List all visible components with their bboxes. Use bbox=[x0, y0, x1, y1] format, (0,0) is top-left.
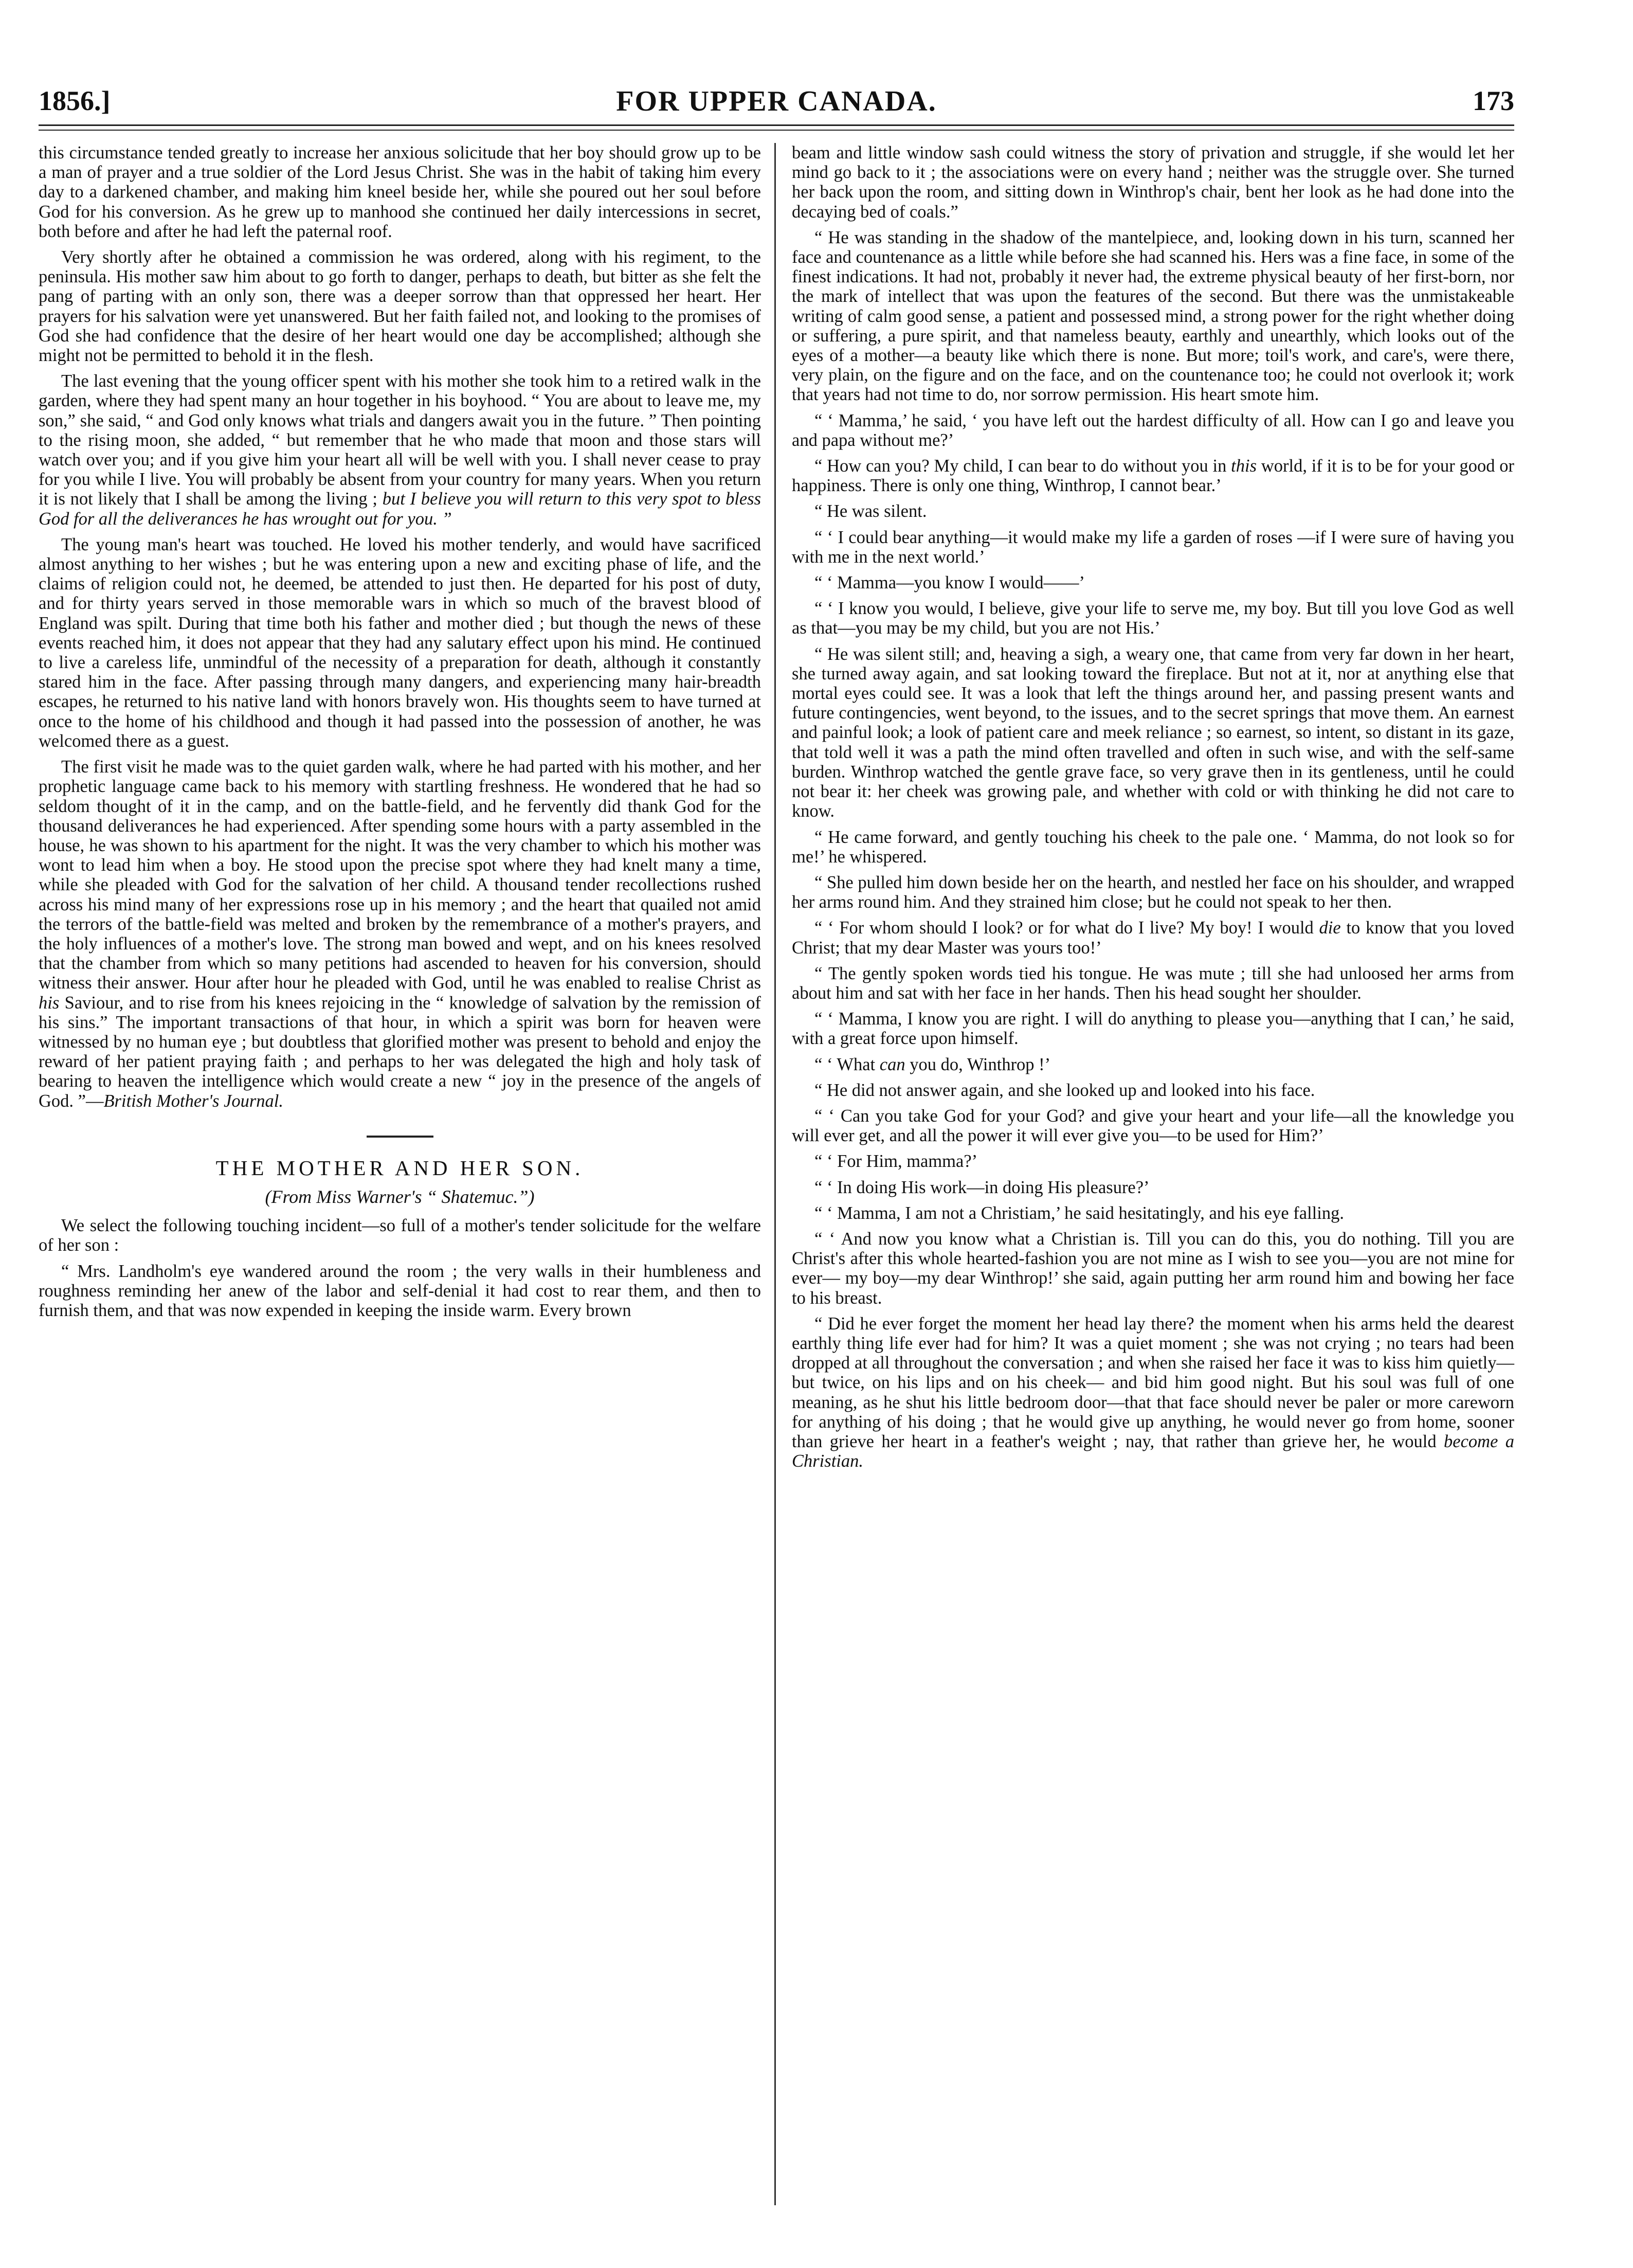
header-rule-thin bbox=[39, 130, 1514, 131]
paragraph bbox=[792, 1314, 1514, 1471]
paragraph-text: “ How can you? My child, I can bear to do without you in bbox=[814, 456, 1227, 476]
paragraph-text: Saviour, and to rise from his knees rejoicing in the “ knowledge of salvation by the remission of his sins.” The important transactions of that hour, in which a spirit was born for heaven were witnessed by no human eye ; but doubtless that glorified mother was present to behold and enjoy the reward of her patient praying faith ; and perhaps to her was delegated the high and holy task of bearing to heaven the intelligence which would create a new “ joy in the presence of the angels of God. ”— bbox=[39, 993, 761, 1111]
right-column bbox=[792, 143, 1514, 1477]
paragraph: “ ‘ Can you take God for your God? and give your heart and your life—all the knowledge you will ever get, and all the power it will ever give you—to be used for Him?’ bbox=[792, 1106, 1514, 1146]
paragraph: “ He was standing in the shadow of the mantelpiece, and, looking down in his turn, scanned her face and countenance as a little while before she had scanned his. Hers was a fine face, in some of the finest indications. It had not, probably it never had, the extreme physical beauty of her first-born, nor the mark of intellect that was upon the features of the second. But there was the unmistakeable writing of calm good sense, a patient and possessed mind, a strong power for the right whether doing or suffering, a pure spirit, and that nameless beauty, earthly and unearthly, which looks out of the eyes of a mother—a beauty like which there is none. But more; toil's work, and care's, were there, very plain, on the figure and on the face, and on the countenance too; he could not overlook it; work that years had not time to do, nor sorrow permission. His heart smote him. bbox=[792, 227, 1514, 405]
paragraph-text: “ ‘ What bbox=[814, 1054, 876, 1074]
paragraph: “ Mrs. Landholm's eye wandered around the room ; the very walls in their humbleness and roughness reminding her anew of the labor and self-denial it had cost to rear them, and then to furnish them, and that was now expended in keeping the inside warm. Every brown bbox=[39, 1261, 761, 1320]
italic-word: his bbox=[39, 993, 60, 1013]
paragraph: “ He did not answer again, and she looked up and looked into his face. bbox=[814, 1080, 1315, 1100]
paragraph: “ ‘ Mamma—you know I would——’ bbox=[814, 573, 1085, 593]
column-divider bbox=[774, 143, 776, 2205]
paragraph: “ He was silent still; and, heaving a sigh, a weary one, that came from very far down in her heart, she turned away again, and sat looking toward the fireplace. But not at it, nor at anything else that mortal eyes could see. It was a look that left the things around her, and passing present wants and future contingencies, went beyond, to the issues, and to the secret springs that move them. An earnest and painful look; a look of patient care and meek reliance ; so earnest, so intent, so distant in its gaze, that told well it was a path the mind often travelled and often in such wise, and with the self-same burden. Winthrop watched the gentle grave face, so very grave then in its gentleness, until he could not bear it: her cheek was growing pale, and whether with cold or with thinking he did not care to know. bbox=[792, 644, 1514, 821]
paragraph-text: The first visit he made was to the quiet garden walk, where he had parted with his mother, and her prophetic language came back to his memory with startling freshness. He wondered that he had so seldom thought of it in the camp, and on the battle-field, and he fervently did thank God for the thousand deliverances he had experienced. After spending some hours with a party assembled in the house, he was shown to his apartment for the night. It was the very chamber to which his mother was wont to lead him when a boy. He stood upon the precise spot where they had knelt many a time, while she pleaded with God for the salvation of her child. A thousand tender recollections rushed across his mind many of her expressions rose up in his memory ; and the heart that quailed not amid the terrors of the battle-field was melted and broken by the remembrance of a mother's prayers, and the holy influences of a mother's love. The strong man bowed and wept, and on his knees resolved that the chamber from which so many petitions had ascended to heaven for his conversion, should witness their answer. Hour after hour he pleaded with God, until he was enabled to realise Christ as bbox=[39, 757, 761, 993]
section-title: THE MOTHER AND HER SON. bbox=[215, 1156, 584, 1180]
section-subtitle: (From Miss Warner's “ Shatemuc.”) bbox=[265, 1186, 535, 1207]
paragraph: “ ‘ Mamma,’ he said, ‘ you have left out the hardest difficulty of all. How can I go and leave you and papa without me?’ bbox=[792, 410, 1514, 450]
paragraph bbox=[39, 757, 761, 1111]
paragraph: “ He was silent. bbox=[814, 501, 927, 521]
paragraph: this circumstance tended greatly to increase her anxious solicitude that her boy should grow up to be a man of prayer and a true soldier of the Lord Jesus Christ. She was in the habit of taking him every day to a darkened chamber, and making him kneel beside her, while she poured out her soul before God for his conversion. As he grew up to manhood she continued her daily intercessions in secret, both before and after he had left the paternal roof. bbox=[39, 143, 761, 241]
header-year: 1856.] bbox=[39, 85, 111, 116]
paragraph: “ ‘ In doing His work—in doing His pleasure?’ bbox=[814, 1177, 1150, 1197]
paragraph bbox=[39, 371, 761, 529]
paragraph: “ ‘ Mamma, I am not a Christiam,’ he said hesitatingly, and his eye falling. bbox=[814, 1203, 1344, 1223]
italic-text: but I believe you will return to this very spot to bless God for all the deliverances he has wrought out for you. ” bbox=[39, 489, 761, 529]
paragraph-text: “ Did he ever forget the moment her head lay there? the moment when his arms held the dearest earthly thing life ever had for him? It was a quiet moment ; she was not crying ; no tears had been dropped at all throughout the conversation ; and when she raised her face it was to kiss him quietly—but twice, on his lips and on his cheek— and bid him good night. But his soul was full of one meaning, as he shut his little bedroom door—that that face should never be paler or more careworn for anything of his doing ; that he would give up anything, he would never go from home, sooner than grieve her heart in a feather's weight ; nay, that rather than grieve her, he would bbox=[792, 1313, 1514, 1451]
paragraph: “ ‘ I could bear anything—it would make my life a garden of roses —if I were sure of having you with me in the next world.’ bbox=[792, 527, 1514, 567]
paragraph-text: you do, Winthrop !’ bbox=[910, 1054, 1051, 1074]
paragraph bbox=[792, 918, 1514, 957]
italic-word: die bbox=[1319, 918, 1341, 938]
source-citation: British Mother's Journal. bbox=[103, 1091, 283, 1111]
running-title: FOR UPPER CANADA. bbox=[616, 85, 937, 117]
section-divider bbox=[367, 1136, 433, 1138]
paragraph: “ The gently spoken words tied his tongue. He was mute ; till she had unloosed her arms from about him and sat with her face in her hands. Then his head sought her shoulder. bbox=[792, 963, 1514, 1003]
header-rule bbox=[39, 124, 1514, 126]
italic-text: become a Christian. bbox=[792, 1431, 1515, 1471]
page-number: 173 bbox=[1473, 85, 1514, 116]
paragraph: Very shortly after he obtained a commission he was ordered, along with his regiment, to the peninsula. His mother saw him about to go forth to danger, perhaps to death, but bitter as she felt the pang of parting with an only son, there was a deeper sorrow than that oppressed her heart. Her prayers for his salvation were yet unanswered. But her faith failed not, and looking to the promises of God she had confidence that the desire of her heart would one day be accomplished; although she might not be permitted to behold it in the flesh. bbox=[39, 247, 761, 366]
paragraph: “ ‘ Mamma, I know you are right. I will do anything to please you—anything that I can,’ he said, with a great force upon himself. bbox=[792, 1009, 1514, 1049]
paragraph-text: world, if it is to be for your good or happiness. There is only one thing, Winthrop, I cannot bear.’ bbox=[792, 456, 1515, 496]
paragraph bbox=[792, 1055, 1514, 1074]
paragraph bbox=[792, 456, 1514, 495]
paragraph: “ ‘ For Him, mamma?’ bbox=[814, 1151, 978, 1172]
paragraph: We select the following touching incident—so full of a mother's tender solicitude for the welfare of her son : bbox=[39, 1216, 761, 1255]
italic-word: this bbox=[1231, 456, 1257, 476]
italic-word: can bbox=[879, 1054, 905, 1074]
paragraph: “ He came forward, and gently touching his cheek to the pale one. ‘ Mamma, do not look so for me!’ he whispered. bbox=[792, 827, 1514, 867]
page-header bbox=[39, 85, 1514, 126]
paragraph: The young man's heart was touched. He loved his mother tenderly, and would have sacrificed almost anything to her wishes ; but he was entering upon a new and exciting phase of life, and the claims of religion could not, he deemed, be attended to just then. He departed for his post of duty, and for thirty years served in those memorable wars in which so much of the bravest blood of England was spilt. During that time both his father and mother died ; but though the news of these events reached him, it does not appear that they had any salutary effect upon his mind. He continued to live a careless life, unmindful of the necessity of a preparation for death, although it constantly stared him in the face. After passing through many dangers, and experiencing many hair-breadth escapes, he returned to his native land with honors bravely won. His thoughts seem to have turned at once to the home of his childhood and though it had passed into the possession of another, he was welcomed there as a guest. bbox=[39, 534, 761, 751]
paragraph: “ ‘ And now you know what a Christian is. Till you can do this, you do nothing. Till you are Christ's after this whole hearted-fashion you are not mine as I wish to see you—you are not mine for ever— my boy—my dear Winthrop!’ she said, again putting her arm round him and bowing her face to his breast. bbox=[792, 1229, 1514, 1308]
paragraph-text: “ ‘ For whom should I look? or for what do I live? My boy! I would bbox=[814, 918, 1314, 938]
paragraph-text: The last evening that the young officer spent with his mother she took him to a retired walk in the garden, where they had spent many an hour together in his boyhood. “ You are about to leave me, my son,” she said, “ and God only knows what trials and dangers await you in the future. ” Then pointing to the rising moon, she added, “ but remember that he who made that moon and those stars will watch over you; and if you give him your heart all will be well with you. I shall never cease to pray for you while I live. You will probably be absent from your country for many years. When you return it is not likely that I shall be among the living ; bbox=[39, 371, 761, 509]
left-column bbox=[39, 143, 761, 1326]
paragraph: “ She pulled him down beside her on the hearth, and nestled her face on his shoulder, and wrapped her arms round him. And they strained him close; but he could not speak to her then. bbox=[792, 872, 1514, 912]
paragraph: beam and little window sash could witness the story of privation and struggle, if she would let her mind go back to it ; the associations were on every hand ; neither was the struggle over. She turned her back upon the room, and sitting down in Winthrop's chair, bent her look as he had done into the decaying bed of coals.” bbox=[792, 143, 1514, 222]
paragraph-text: to know that you loved Christ; that my dear Master was yours too!’ bbox=[792, 918, 1514, 958]
paragraph: “ ‘ I know you would, I believe, give your life to serve me, my boy. But till you love God as well as that—you may be my child, but you are not His.’ bbox=[792, 599, 1514, 638]
